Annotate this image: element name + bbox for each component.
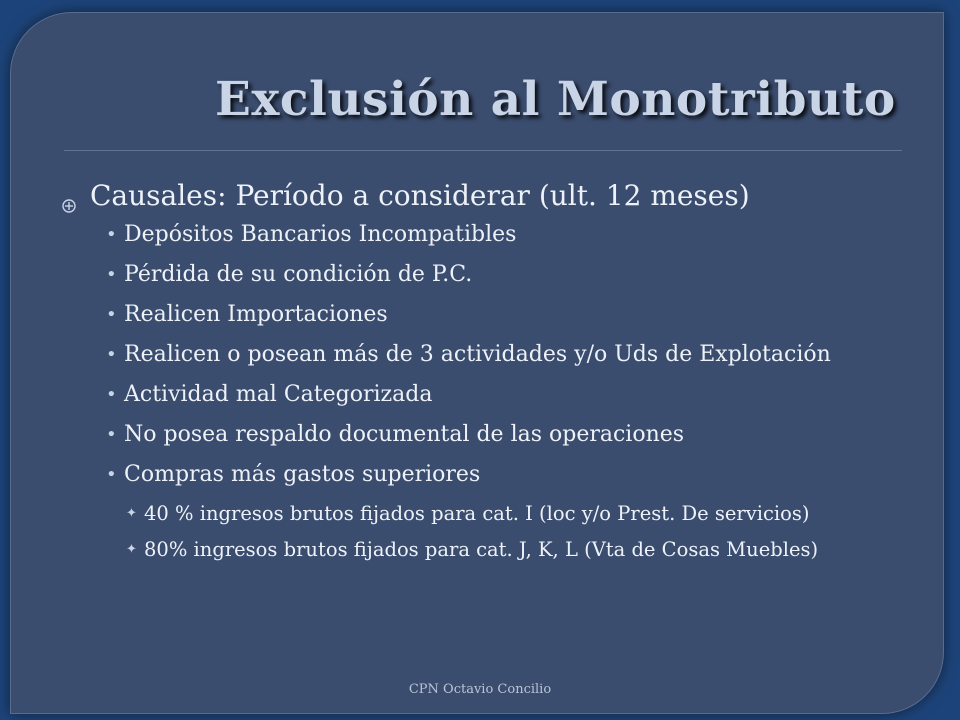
sub-list-item-text: 40 % ingresos brutos fijados para cat. I (loc y/o Prest. De servicios) bbox=[144, 502, 810, 525]
bullet-dot-icon: • bbox=[106, 224, 117, 245]
sub-list-item-text: 80% ingresos brutos fijados para cat. J, K, L (Vta de Cosas Muebles) bbox=[144, 538, 819, 561]
diamond-bullet-icon: ✦ bbox=[126, 506, 137, 521]
bullet-dot-icon: • bbox=[106, 304, 117, 325]
list-item-text: Pérdida de su condición de P.C. bbox=[124, 262, 473, 287]
list-item bbox=[62, 302, 902, 328]
sub-list-item bbox=[62, 502, 902, 526]
bullet-dot-icon: • bbox=[106, 424, 117, 445]
list-item bbox=[62, 422, 902, 448]
slide-title: Exclusión al Monotributo bbox=[215, 72, 896, 127]
list-item bbox=[62, 262, 902, 288]
list-item-text: Realicen Importaciones bbox=[124, 302, 388, 327]
title-divider bbox=[64, 150, 902, 151]
list-item-text: Compras más gastos superiores bbox=[124, 462, 481, 487]
main-bullet bbox=[62, 176, 902, 216]
bullet-dot-icon: • bbox=[106, 344, 117, 365]
list-item-text: Depósitos Bancarios Incompatibles bbox=[124, 222, 517, 247]
bullet-dot-icon: • bbox=[106, 384, 117, 405]
diamond-bullet-icon: ✦ bbox=[126, 542, 137, 557]
bullet-dot-icon: • bbox=[106, 264, 117, 285]
sub-list-item bbox=[62, 538, 902, 562]
circled-plus-icon bbox=[62, 189, 76, 203]
list-item bbox=[62, 462, 902, 488]
list-item bbox=[62, 342, 902, 368]
list-item bbox=[62, 382, 902, 408]
list-item bbox=[62, 222, 902, 248]
main-bullet-text: Causales: Período a considerar (ult. 12 meses) bbox=[90, 179, 750, 212]
footer-author: CPN Octavio Concilio bbox=[408, 682, 552, 697]
bullet-list bbox=[62, 176, 902, 574]
list-item-text: Actividad mal Categorizada bbox=[124, 382, 433, 407]
bullet-dot-icon: • bbox=[106, 464, 117, 485]
list-item-text: Realicen o posean más de 3 actividades y/o Uds de Explotación bbox=[124, 342, 831, 367]
list-item-text: No posea respaldo documental de las operaciones bbox=[124, 422, 685, 447]
